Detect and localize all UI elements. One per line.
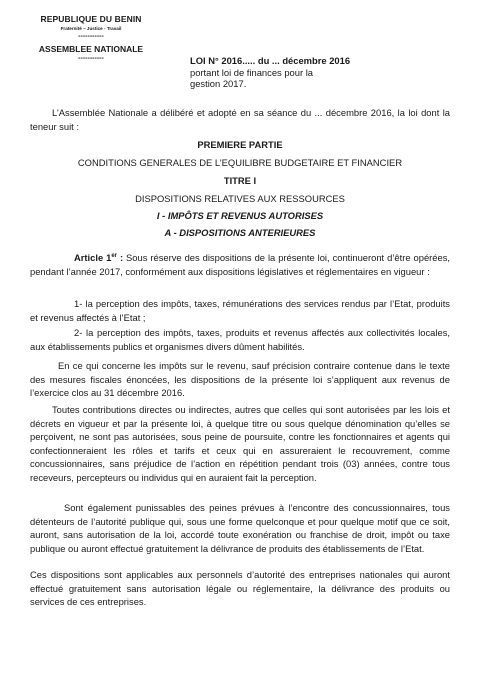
law-subtitle-line: portant loi de finances pour la — [190, 66, 313, 78]
subsection-heading: A - DISPOSITIONS ANTERIEURES — [164, 227, 316, 238]
assembly-heading: ASSEMBLEE NATIONALE — [38, 44, 144, 54]
body-paragraph: Ces dispositions sont applicables aux personnels d’autorité des entreprises nationales qui auront effectué gratuitement sans autorisation légale ou réglementaire, la délivrance des produits ou services de ces entreprises. — [30, 569, 450, 608]
article-label-suffix: : — [117, 252, 124, 264]
titre-name: DISPOSITIONS RELATIVES AUX RESSOURCES — [135, 193, 345, 204]
section-heading: I - IMPÔTS ET REVENUS AUTORISES — [156, 210, 324, 221]
article-label-sup: er — [111, 253, 118, 259]
header-separator: ----------- — [78, 55, 104, 62]
header-separator: ----------- — [78, 33, 104, 40]
part-heading: PREMIERE PARTIE — [197, 139, 283, 150]
body-paragraph: Toutes contributions directes ou indirectes, autres que celles qui sont autorisées par les lois et décrets en vigueur et par la présente loi, à quelque titre ou sous quelque dénomination qu’elles se perçoivent, ne sont pas autorisées, sous peine de poursuite, contre les fonctionnaires et agents qui confectionneraient les rôles et tarifs et ceux qui en assureraient le recouvrement, comme concussionnaires, sans préjudice de l’action en répétition pendant trois (03) années, contre tous receveurs, percepteurs ou individus qui en auraient fait la perception. — [30, 404, 450, 483]
national-motto: Fraternité – Justice - Travail — [60, 26, 122, 31]
list-item: 2- la perception des impôts, taxes, produits et revenus affectés aux collectivités locales, aux établissements publics et organismes divers dûment habilités. — [30, 327, 450, 352]
article-1 — [30, 250, 450, 278]
part-title: CONDITIONS GENERALES DE L’EQUILIBRE BUDGETAIRE ET FINANCIER — [77, 157, 403, 168]
republic-heading: REPUBLIQUE DU BENIN — [40, 14, 142, 24]
law-subtitle-line: gestion 2017. — [190, 78, 247, 89]
list-item: 1- la perception des impôts, taxes, rémunérations des services rendus par l’Etat, produits et revenus affectés à l’Etat ; — [30, 298, 450, 323]
law-title: LOI N° 2016..... du ... décembre 2016 — [190, 55, 351, 66]
law-reference — [190, 55, 390, 90]
article-label — [74, 252, 123, 263]
article-label-text: Article 1 — [74, 252, 112, 264]
body-paragraph: En ce qui concerne les impôts sur le revenu, sauf précision contraire contenue dans le texte des mesures fiscales énoncées, les dispositions de la présente loi s’appliquent aux revenus de l’exercice clos au 31 décembre 2016. — [30, 360, 450, 399]
intro-paragraph: L’Assemblée Nationale a délibéré et adopté en sa séance du ... décembre 2016, la loi dont la teneur suit : — [30, 107, 450, 132]
titre-heading: TITRE I — [223, 175, 257, 186]
body-paragraph: Sont également punissables des peines prévues à l’encontre des concussionnaires, tous détenteurs de l’autorité publique qui, sous une forme quelconque et pour quelque motif que ce soit, auront, sans autorisation de la loi, accordé toute exonération ou franchise de droit, impôt ou taxe publique ou auront effectué gratuitement la délivrance de produits des établissements de l’Etat. — [30, 502, 450, 554]
article-1-text: Sous réserve des dispositions de la présente loi, continueront d’être opérées, pendant l’année 2017, conformément aux dispositions législatives et réglementaires en vigueur : — [30, 252, 450, 277]
